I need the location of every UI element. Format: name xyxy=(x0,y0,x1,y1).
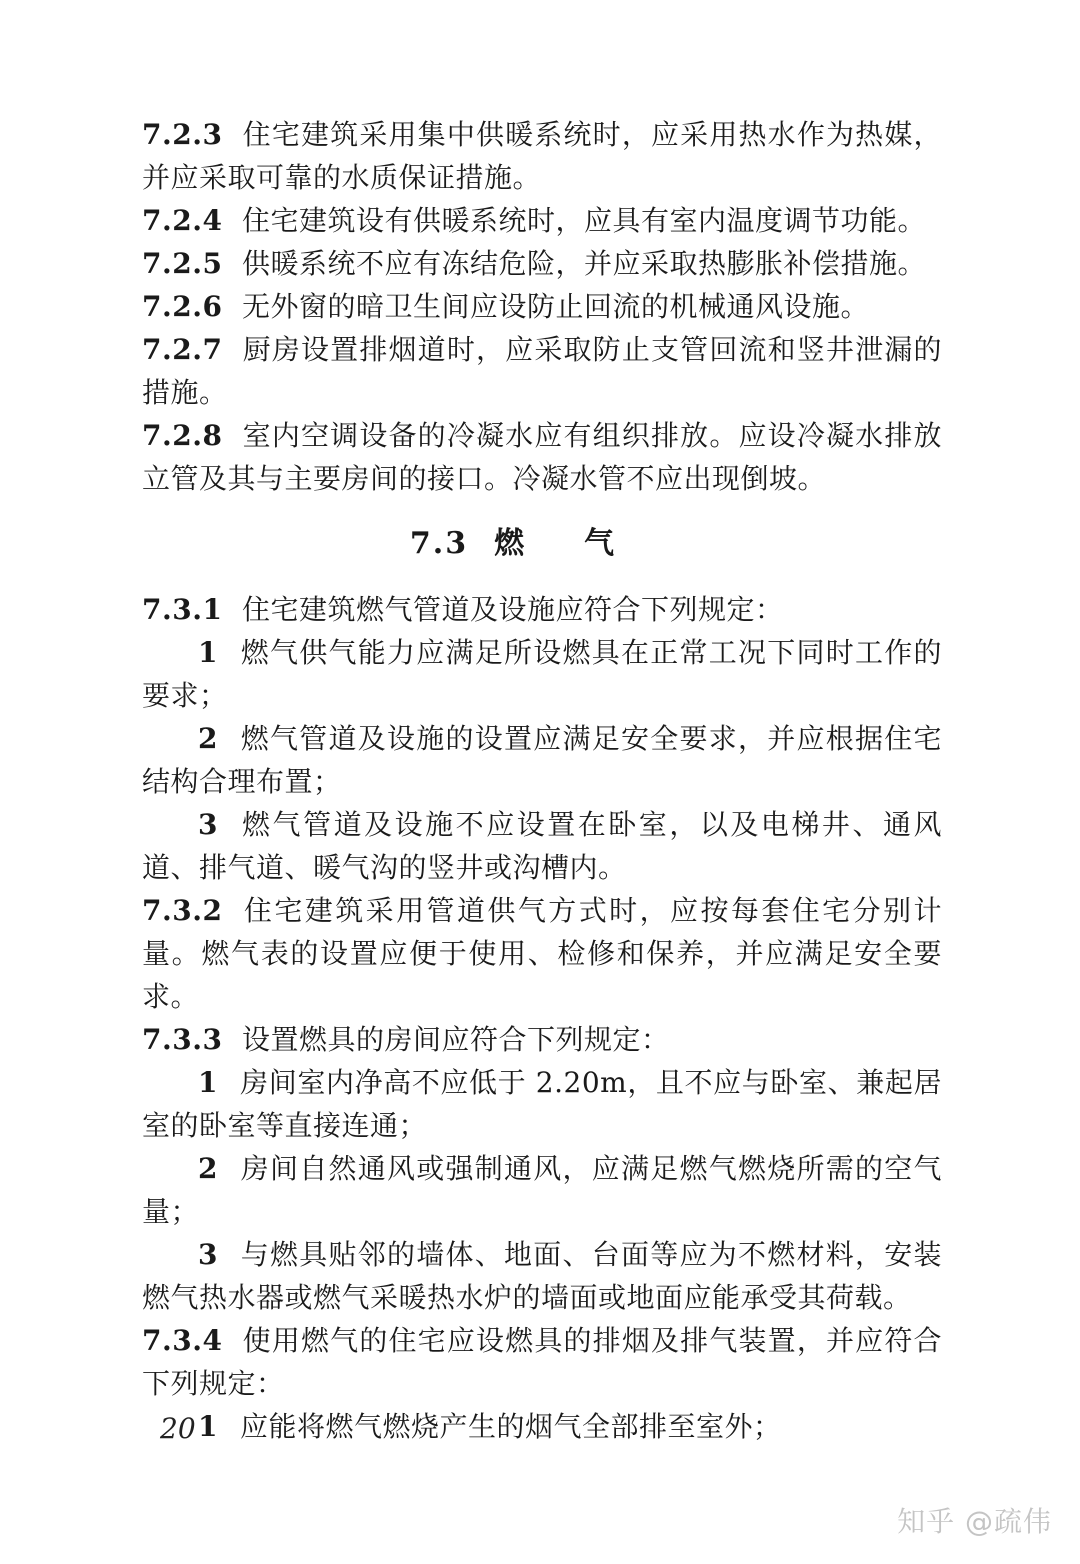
list-item xyxy=(142,1405,942,1448)
item-text: 应能将燃气燃烧产生的烟气全部排至室外； xyxy=(240,1410,782,1443)
clause-7-2-5 xyxy=(142,242,942,285)
list-item xyxy=(142,631,942,717)
item-number: 3 xyxy=(198,1238,218,1271)
clause-text: 住宅建筑采用集中供暖系统时，应采用热水作为热媒，并应采取可靠的水质保证措施。 xyxy=(142,118,942,194)
list-item xyxy=(142,1233,942,1319)
item-number: 1 xyxy=(198,636,218,669)
clause-text: 住宅建筑采用管道供气方式时，应按每套住宅分别计量。燃气表的设置应便于使用、检修和保养，并应满足安全要求。 xyxy=(142,894,942,1013)
clause-number: 7.3.1 xyxy=(142,593,223,626)
clause-7-3-2 xyxy=(142,889,942,1018)
list-item xyxy=(142,717,942,803)
clause-number: 7.2.3 xyxy=(142,118,223,151)
clause-7-3-1 xyxy=(142,588,942,631)
item-number: 3 xyxy=(198,808,218,841)
clause-text: 设置燃具的房间应符合下列规定： xyxy=(242,1023,670,1056)
clause-7-2-4 xyxy=(142,199,942,242)
item-number: 2 xyxy=(198,1152,218,1185)
clause-7-3-4 xyxy=(142,1319,942,1405)
clause-number: 7.2.8 xyxy=(142,419,223,452)
clause-number: 7.3.3 xyxy=(142,1023,223,1056)
clause-7-2-7 xyxy=(142,328,942,414)
clause-text: 住宅建筑设有供暖系统时，应具有室内温度调节功能。 xyxy=(242,204,927,237)
item-number: 1 xyxy=(198,1410,218,1443)
clause-text: 使用燃气的住宅应设燃具的排烟及排气装置，并应符合下列规定： xyxy=(142,1324,942,1400)
clause-7-3-3 xyxy=(142,1018,942,1061)
item-text: 燃气供气能力应满足所设燃具在正常工况下同时工作的要求； xyxy=(142,636,942,712)
clause-number: 7.2.6 xyxy=(142,290,223,323)
watermark: 知乎 @疏伟 xyxy=(897,1505,1052,1538)
clause-text: 无外窗的暗卫生间应设防止回流的机械通风设施。 xyxy=(242,290,870,323)
clause-number: 7.2.5 xyxy=(142,247,223,280)
clause-text: 住宅建筑燃气管道及设施应符合下列规定： xyxy=(242,593,784,626)
list-item xyxy=(142,1147,942,1233)
clause-text: 室内空调设备的冷凝水应有组织排放。应设冷凝水排放立管及其与主要房间的接口。冷凝水管不应出现倒坡。 xyxy=(142,419,942,495)
clause-number: 7.3.4 xyxy=(142,1324,223,1357)
list-item xyxy=(142,1061,942,1147)
item-number: 2 xyxy=(198,722,218,755)
clause-text: 厨房设置排烟道时，应采取防止支管回流和竖井泄漏的措施。 xyxy=(142,333,942,409)
clause-7-2-3 xyxy=(142,113,942,199)
clause-7-2-6 xyxy=(142,285,942,328)
item-text: 房间自然通风或强制通风，应满足燃气燃烧所需的空气量； xyxy=(142,1152,942,1228)
item-text: 燃气管道及设施的设置应满足安全要求，并应根据住宅结构合理布置； xyxy=(142,722,942,798)
section-number: 7.3 xyxy=(409,526,469,561)
item-number: 1 xyxy=(198,1066,218,1099)
document-page xyxy=(142,113,942,1448)
clause-number: 7.3.2 xyxy=(142,894,223,927)
clause-7-2-8 xyxy=(142,414,942,500)
section-title-text: 燃气 xyxy=(494,526,675,561)
item-text: 房间室内净高不应低于 2.20m，且不应与卧室、兼起居室的卧室等直接连通； xyxy=(142,1066,942,1142)
item-text: 与燃具贴邻的墙体、地面、台面等应为不燃材料，安装燃气热水器或燃气采暖热水炉的墙面或地面应能承受其荷载。 xyxy=(142,1238,942,1314)
section-heading xyxy=(142,520,942,568)
clause-number: 7.2.4 xyxy=(142,204,223,237)
clause-number: 7.2.7 xyxy=(142,333,223,366)
item-text: 燃气管道及设施不应设置在卧室，以及电梯井、通风道、排气道、暖气沟的竖井或沟槽内。 xyxy=(142,808,942,884)
clause-text: 供暖系统不应有冻结危险，并应采取热膨胀补偿措施。 xyxy=(242,247,927,280)
list-item xyxy=(142,803,942,889)
page-number: 20 xyxy=(160,1412,196,1445)
